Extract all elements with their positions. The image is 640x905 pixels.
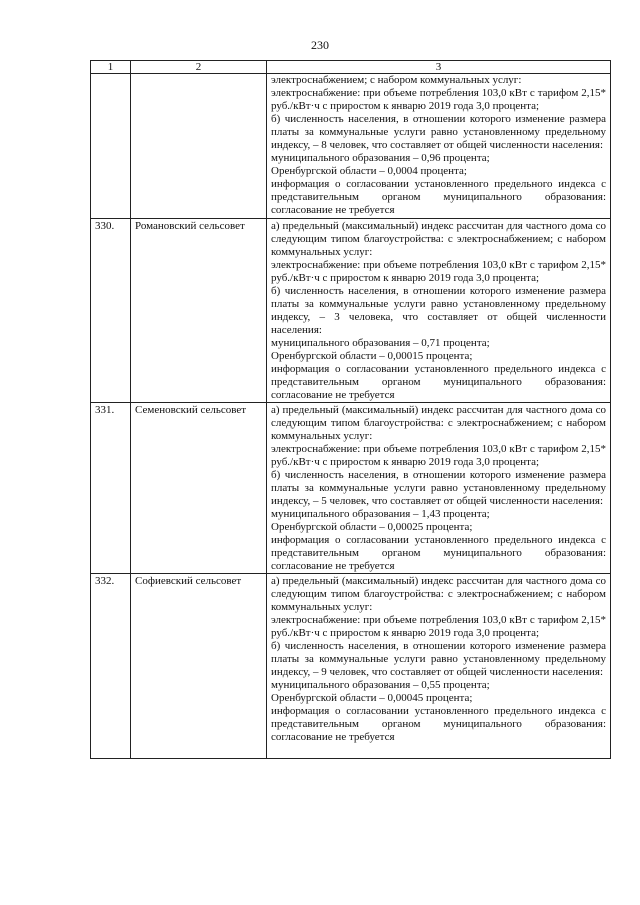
description-line: Оренбургской области – 0,00045 процента; <box>271 692 473 704</box>
column-header-2: 2 <box>131 61 267 74</box>
description-line: а) предельный (максимальный) индекс рассчитан для частного дома со следующим типом благоустройства: с электроснабжением; с набором коммунальных услуг: <box>271 575 606 613</box>
row-number-cell <box>91 74 131 219</box>
description-line: электроснабжение: при объеме потребления 103,0 кВт с тарифом 2,15* руб./кВт·ч с приростом к январю 2019 года 3,0 процента; <box>271 87 606 112</box>
description-line: электроснабжение: при объеме потребления 103,0 кВт с тарифом 2,15* руб./кВт·ч с приростом к январю 2019 года 3,0 процента; <box>271 443 606 468</box>
municipality-name: Софиевский сельсовет <box>131 574 267 759</box>
description-line: муниципального образования – 1,43 процента; <box>271 508 490 520</box>
row-number: 331. <box>91 403 131 574</box>
table-row <box>91 574 611 759</box>
description-line: муниципального образования – 0,96 процента; <box>271 152 490 164</box>
table-header-row <box>91 61 611 74</box>
row-number: 332. <box>91 574 131 759</box>
description-line: б) численность населения, в отношении которого изменение размера платы за коммунальные услуги равно установленному предельному индексу, – 8 человек, что составляет от общей численности населения: <box>271 113 606 151</box>
description-line: муниципального образования – 0,55 процента; <box>271 679 490 691</box>
description-line: а) предельный (максимальный) индекс рассчитан для частного дома со следующим типом благоустройства: с электроснабжением; с набором коммунальных услуг: <box>271 220 606 258</box>
description-line: информация о согласовании установленного предельного индекса с представительным органом муниципального образования: согласование не требуется <box>271 534 606 572</box>
row-number: 330. <box>91 219 131 403</box>
description-line: б) численность населения, в отношении которого изменение размера платы за коммунальные услуги равно установленному предельному индексу, – 5 человек, что составляет от общей численности населения: <box>271 469 606 507</box>
page-number: 230 <box>311 38 329 52</box>
description-cell <box>267 74 611 219</box>
description-cell <box>267 574 611 759</box>
index-table <box>90 60 611 759</box>
description-line: информация о согласовании установленного предельного индекса с представительным органом муниципального образования: согласование не требуется <box>271 178 606 216</box>
description-line: Оренбургской области – 0,0004 процента; <box>271 165 467 177</box>
municipality-name: Романовский сельсовет <box>131 219 267 403</box>
table-row-continuation <box>91 74 611 219</box>
description-line: б) численность населения, в отношении которого изменение размера платы за коммунальные услуги равно установленному предельному индексу, – 3 человека, что составляет от общей численности населения: <box>271 285 606 336</box>
description-line: Оренбургской области – 0,00025 процента; <box>271 521 473 533</box>
description-line: Оренбургской области – 0,00015 процента; <box>271 350 473 362</box>
description-cell <box>267 403 611 574</box>
cell-bottom-space <box>271 744 606 758</box>
description-line: информация о согласовании установленного предельного индекса с представительным органом муниципального образования: согласование не требуется <box>271 705 606 743</box>
description-line: электроснабжением; с набором коммунальных услуг: <box>271 74 522 86</box>
column-header-3: 3 <box>267 61 611 74</box>
description-line: информация о согласовании установленного предельного индекса с представительным органом муниципального образования: согласование не требуется <box>271 363 606 401</box>
column-header-1: 1 <box>91 61 131 74</box>
description-cell <box>267 219 611 403</box>
description-line: муниципального образования – 0,71 процента; <box>271 337 490 349</box>
table-row <box>91 403 611 574</box>
description-line: электроснабжение: при объеме потребления 103,0 кВт с тарифом 2,15* руб./кВт·ч с приростом к январю 2019 года 3,0 процента; <box>271 259 606 284</box>
table-row <box>91 219 611 403</box>
description-line: электроснабжение: при объеме потребления 103,0 кВт с тарифом 2,15* руб./кВт·ч с приростом к январю 2019 года 3,0 процента; <box>271 614 606 639</box>
description-line: б) численность населения, в отношении которого изменение размера платы за коммунальные услуги равно установленному предельному индексу, – 9 человек, что составляет от общей численности населения: <box>271 640 606 678</box>
municipality-name: Семеновский сельсовет <box>131 403 267 574</box>
description-line: а) предельный (максимальный) индекс рассчитан для частного дома со следующим типом благоустройства: с электроснабжением; с набором коммунальных услуг: <box>271 404 606 442</box>
municipality-name-cell <box>131 74 267 219</box>
